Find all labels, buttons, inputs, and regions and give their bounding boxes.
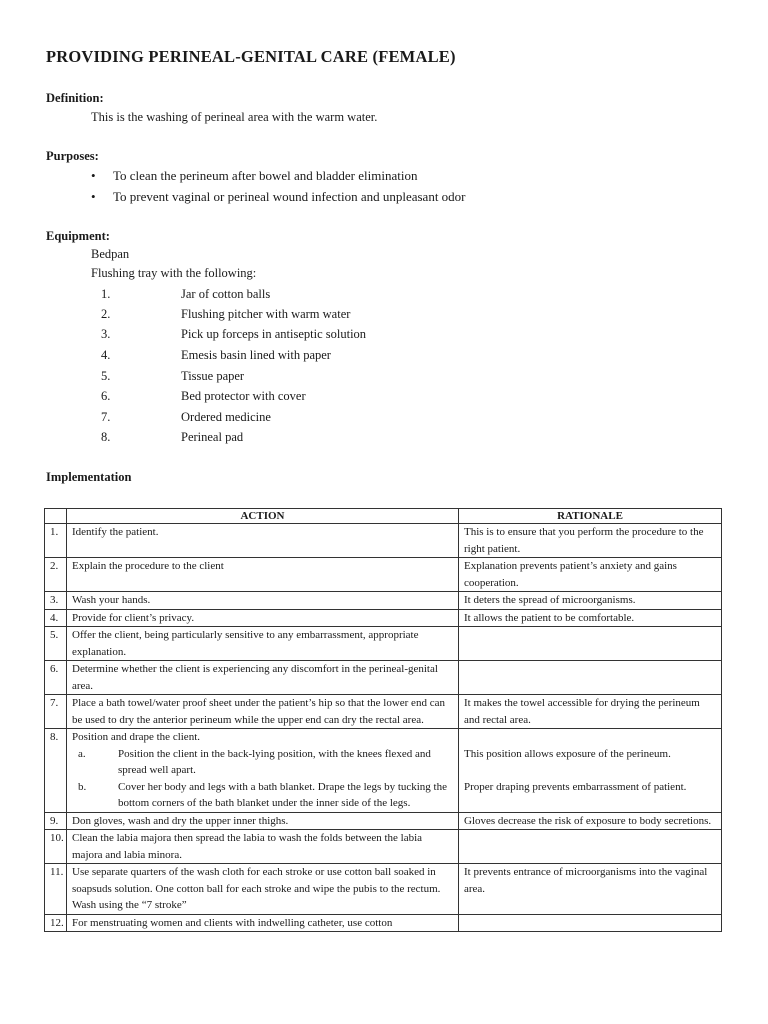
- row-number: 1.: [45, 524, 67, 558]
- row-rationale: Explanation prevents patient’s anxiety and gains cooperation.: [459, 558, 722, 592]
- row-number: 6.: [45, 661, 67, 695]
- row-number: 12.: [45, 914, 67, 932]
- row-action: Determine whether the client is experiencing any discomfort in the perineal-genital area.: [67, 661, 459, 695]
- row-action: Offer the client, being particularly sensitive to any embarrassment, appropriate explanation.: [67, 627, 459, 661]
- table-row: [45, 914, 722, 932]
- row-rationale: [459, 729, 722, 813]
- row-action: Identify the patient.: [67, 524, 459, 558]
- row-rationale: [459, 830, 722, 864]
- row-action: Explain the procedure to the client: [67, 558, 459, 592]
- equipment-item-number: 7.: [101, 410, 111, 424]
- equipment-item-number: 6.: [101, 389, 111, 403]
- row-number: 9.: [45, 812, 67, 830]
- equipment-heading: Equipment:: [46, 229, 110, 243]
- table-row: [45, 812, 722, 830]
- equipment-item-label: Tissue paper: [181, 369, 245, 383]
- table-row: [45, 592, 722, 610]
- header-number-cell: [45, 509, 67, 524]
- sub-step-text: Position the client in the back-lying position, with the knees flexed and spread well apart.: [118, 747, 431, 776]
- row-rationale: It makes the towel accessible for drying the perineum and rectal area.: [459, 695, 722, 729]
- bullet-icon: •: [91, 189, 96, 204]
- equipment-item-number: 3.: [101, 327, 111, 341]
- row-action: Wash your hands.: [67, 592, 459, 610]
- row-action-text: Position and drape the client.: [72, 731, 200, 743]
- table-row: [45, 627, 722, 661]
- equipment-item-label: Jar of cotton balls: [181, 287, 271, 301]
- sub-step-text: Cover her body and legs with a bath blanket. Drape the legs by tucking the bottom corners of the bath blanket under the inner side of the legs.: [118, 780, 447, 809]
- row-rationale: [459, 914, 722, 932]
- row-number: 2.: [45, 558, 67, 592]
- row-number: 11.: [45, 864, 67, 915]
- row-number: 10.: [45, 830, 67, 864]
- row-action: Place a bath towel/water proof sheet under the patient’s hip so that the lower end can be used to dry the anterior perineum while the upper end can dry the rectal area.: [67, 695, 459, 729]
- equipment-item-number: 8.: [101, 430, 111, 444]
- equipment-item-label: Flushing pitcher with warm water: [181, 307, 351, 321]
- table-row: [45, 830, 722, 864]
- equipment-item-label: Pick up forceps in antiseptic solution: [181, 327, 367, 341]
- page-title: PROVIDING PERINEAL-GENITAL CARE (FEMALE): [46, 47, 456, 66]
- row-number: 4.: [45, 609, 67, 627]
- table-row: [45, 524, 722, 558]
- row-number: 7.: [45, 695, 67, 729]
- sub-step: [72, 746, 453, 779]
- row-rationale-text: Proper draping prevents embarrassment of patient.: [464, 780, 687, 793]
- equipment-item-number: 4.: [101, 348, 111, 362]
- sub-step-letter: b.: [78, 780, 87, 793]
- row-rationale-text: This position allows exposure of the perineum.: [464, 747, 671, 760]
- table-row: [45, 729, 722, 813]
- row-rationale: Gloves decrease the risk of exposure to body secretions.: [459, 812, 722, 830]
- bullet-icon: •: [91, 168, 96, 183]
- implementation-table: [44, 508, 722, 932]
- implementation-heading: Implementation: [46, 470, 132, 484]
- equipment-item-label: Ordered medicine: [181, 410, 271, 424]
- header-action: ACTION: [67, 509, 459, 524]
- row-number: 8.: [45, 729, 67, 813]
- sub-step-letter: a.: [78, 747, 86, 760]
- table-row: [45, 864, 722, 915]
- row-rationale: It allows the patient to be comfortable.: [459, 609, 722, 627]
- equipment-item-number: 1.: [101, 287, 111, 301]
- equipment-line: Flushing tray with the following:: [91, 266, 257, 280]
- table-row: [45, 558, 722, 592]
- row-action: Use separate quarters of the wash cloth for each stroke or use cotton ball soaked in soapsuds solution. One cotton ball for each stroke and wipe the pubis to the rectum. Wash using the “7 stroke”: [67, 864, 459, 915]
- row-action: Provide for client’s privacy.: [67, 609, 459, 627]
- row-action: [67, 729, 459, 813]
- row-rationale: [459, 661, 722, 695]
- table-header-row: [45, 509, 722, 524]
- equipment-item-label: Bed protector with cover: [181, 389, 306, 403]
- row-rationale: It prevents entrance of microorganisms into the vaginal area.: [459, 864, 722, 915]
- header-rationale: RATIONALE: [459, 509, 722, 524]
- row-rationale: This is to ensure that you perform the procedure to the right patient.: [459, 524, 722, 558]
- equipment-line: Bedpan: [91, 247, 130, 261]
- table-row: [45, 661, 722, 695]
- row-action: Don gloves, wash and dry the upper inner thighs.: [67, 812, 459, 830]
- purpose-text: To clean the perineum after bowel and bladder elimination: [113, 168, 418, 183]
- row-number: 5.: [45, 627, 67, 661]
- definition-text: This is the washing of perineal area with the warm water.: [91, 110, 378, 124]
- definition-heading: Definition:: [46, 91, 104, 105]
- row-number: 3.: [45, 592, 67, 610]
- row-action: Clean the labia majora then spread the labia to wash the folds between the labia majora and labia minora.: [67, 830, 459, 864]
- equipment-item-number: 2.: [101, 307, 111, 321]
- equipment-item-label: Emesis basin lined with paper: [181, 348, 331, 362]
- purposes-heading: Purposes:: [46, 149, 99, 163]
- table-row: [45, 695, 722, 729]
- sub-step: [72, 779, 453, 812]
- equipment-item-label: Perineal pad: [181, 430, 244, 444]
- row-rationale: [459, 627, 722, 661]
- row-action: For menstruating women and clients with indwelling catheter, use cotton: [67, 914, 459, 932]
- purpose-text: To prevent vaginal or perineal wound infection and unpleasant odor: [113, 189, 466, 204]
- equipment-item-number: 5.: [101, 369, 111, 383]
- row-rationale: It deters the spread of microorganisms.: [459, 592, 722, 610]
- table-row: [45, 609, 722, 627]
